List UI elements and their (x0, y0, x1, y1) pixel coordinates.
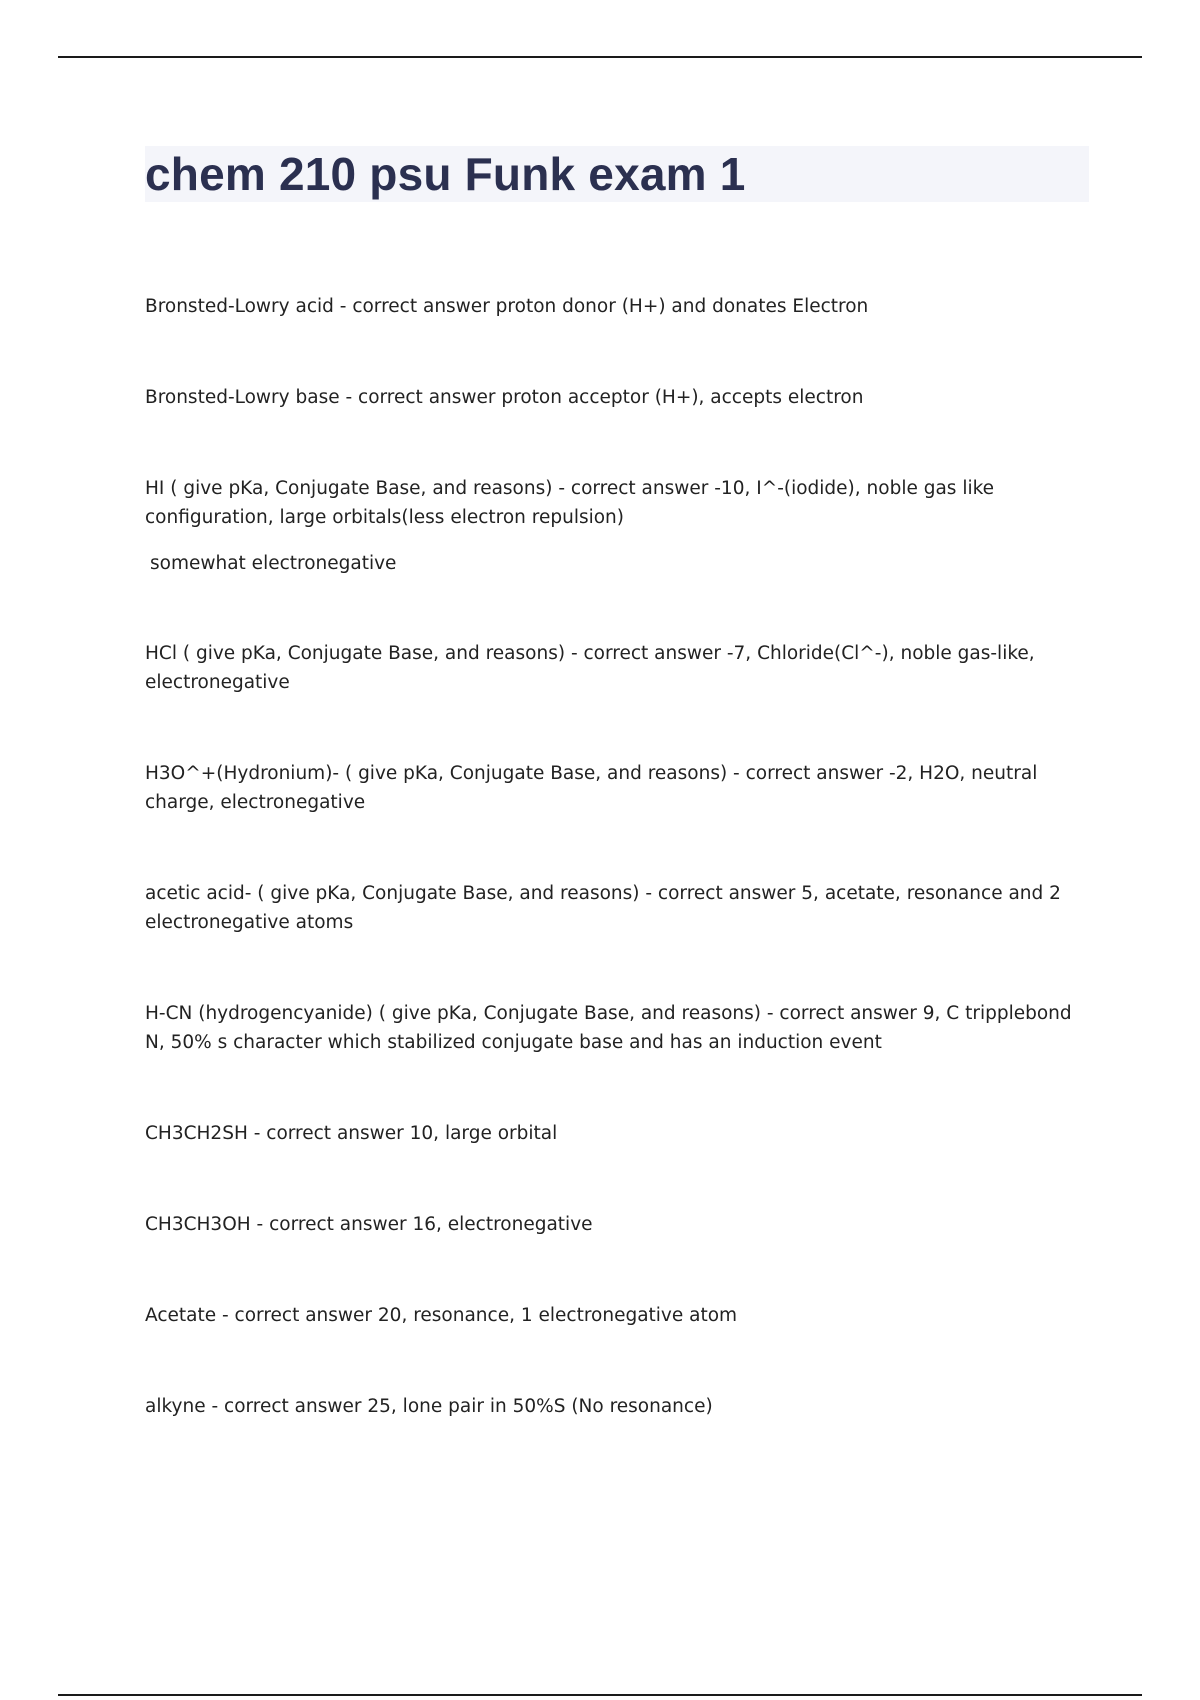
bottom-rule (58, 1694, 1142, 1696)
flashcard-item (145, 1392, 1085, 1421)
flashcard-text: Acetate - correct answer 20, resonance, 1 electronegative atom (145, 1305, 738, 1326)
flashcard-item (145, 879, 1085, 937)
flashcard-item (145, 639, 1085, 697)
flashcard-item (145, 292, 1085, 321)
flashcard-text: Bronsted-Lowry acid - correct answer proton donor (H+) and donates Electron (145, 296, 869, 317)
top-rule (58, 56, 1142, 58)
flashcard-text: CH3CH2SH - correct answer 10, large orbital (145, 1123, 558, 1144)
flashcard-continuation: somewhat electronegative (150, 553, 397, 574)
flashcard-item (145, 1119, 1085, 1148)
flashcard-text: CH3CH3OH - correct answer 16, electronegative (145, 1214, 593, 1235)
flashcard-text: alkyne - correct answer 25, lone pair in 50%S (No resonance) (145, 1396, 713, 1417)
flashcard-item (145, 474, 1085, 578)
flashcard-item (145, 1210, 1085, 1239)
flashcard-item (145, 759, 1085, 817)
flashcard-item (145, 1301, 1085, 1330)
flashcard-text: H-CN (hydrogencyanide) ( give pKa, Conjugate Base, and reasons) - correct answer 9, C tripplebond N, 50% s character which stabilized conjugate base and has an induction event (145, 1003, 1072, 1053)
flashcard-text: Bronsted-Lowry base - correct answer proton acceptor (H+), accepts electron (145, 387, 864, 408)
flashcard-item (145, 383, 1085, 412)
flashcard-text: HI ( give pKa, Conjugate Base, and reasons) - correct answer -10, I^-(iodide), noble gas like configuration, large orbitals(less electron repulsion) (145, 478, 995, 528)
page-title: chem 210 psu Funk exam 1 (145, 148, 746, 200)
flashcard-text: HCl ( give pKa, Conjugate Base, and reasons) - correct answer -7, Chloride(Cl^-), noble gas-like, electronegative (145, 643, 1035, 693)
flashcard-text: acetic acid- ( give pKa, Conjugate Base, and reasons) - correct answer 5, acetate, resonance and 2 electronegative atoms (145, 883, 1061, 933)
flashcard-item (145, 999, 1085, 1057)
flashcard-text: H3O^+(Hydronium)- ( give pKa, Conjugate Base, and reasons) - correct answer -2, H2O, neutral charge, electronegative (145, 763, 1038, 813)
